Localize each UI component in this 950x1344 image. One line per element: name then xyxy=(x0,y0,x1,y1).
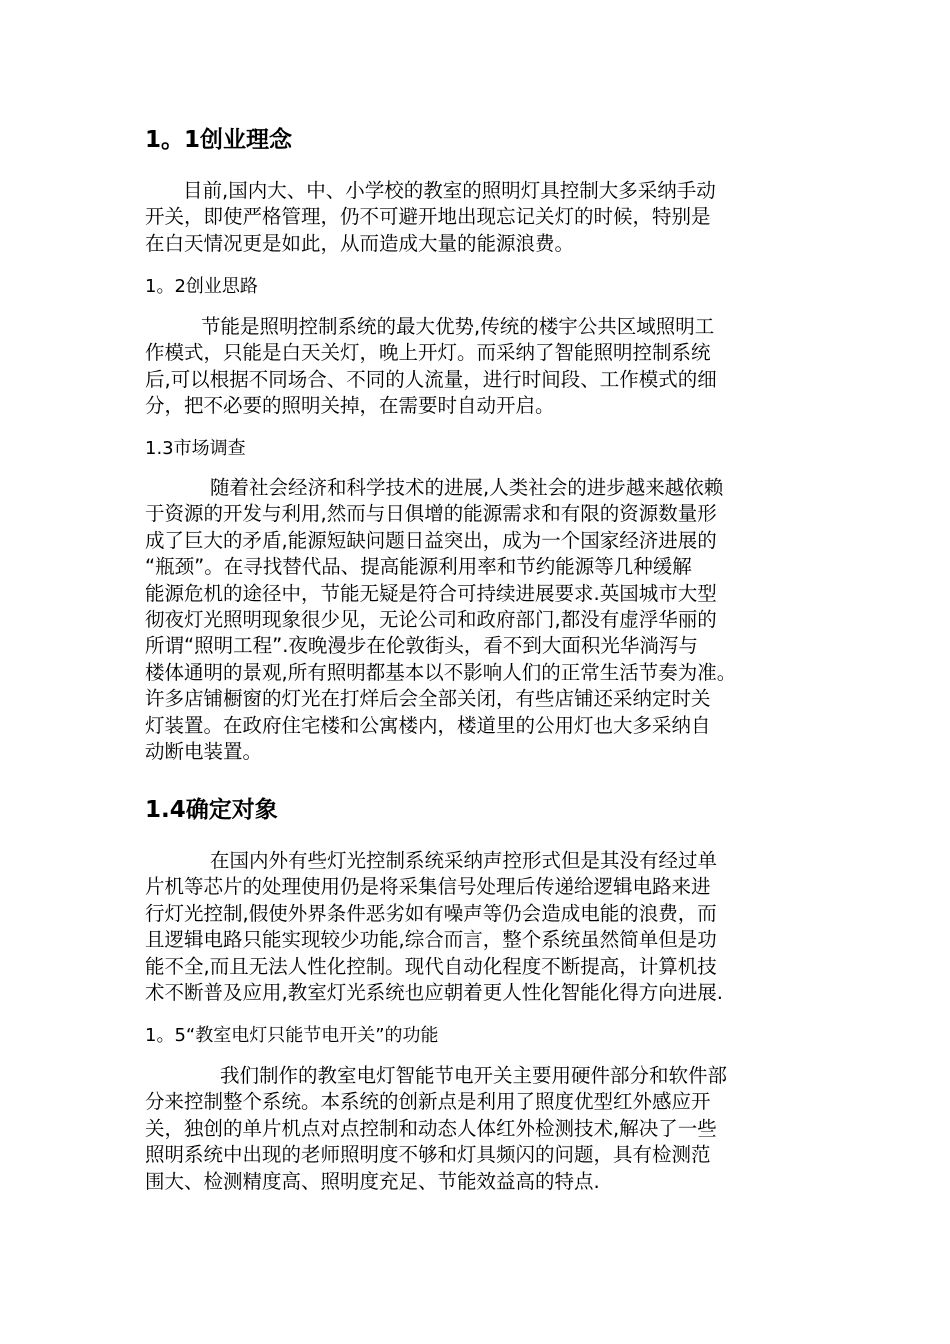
section-paragraph-1-1 xyxy=(145,178,825,257)
paragraph-line: 术不断普及应用,教室灯光系统也应朝着更人性化智能化得方向进展. xyxy=(145,980,723,1004)
paragraph-line: 在国内外有些灯光控制系统采纳声控形式但是其没有经过单 xyxy=(210,849,718,872)
paragraph-line: 于资源的开发与利用,然而与日俱增的能源需求和有限的资源数量形 xyxy=(145,502,717,526)
paragraph-line: 在白天情况更是如此，从而造成大量的能源浪费。 xyxy=(145,231,575,255)
paragraph-line: 作模式，只能是白天关灯，晚上开灯。而采纳了智能照明控制系统 xyxy=(145,341,711,365)
section-heading-1-4: 1.4确定对象 xyxy=(145,797,278,823)
paragraph-line: 分，把不必要的照明关掉，在需要时自动开启。 xyxy=(145,394,555,418)
paragraph-line: 我们制作的教室电灯智能节电开关主要用硬件部分和软件部 xyxy=(220,1064,728,1087)
paragraph-line: 目前,国内大、中、小学校的教室的照明灯具控制大多采纳手动 xyxy=(183,179,716,202)
paragraph-line: 片机等芯片的处理使用仍是将采集信号处理后传递给逻辑电路来进 xyxy=(145,875,711,899)
paragraph-line: 后,可以根据不同场合、不同的人流量，进行时间段、工作模式的细 xyxy=(145,367,717,391)
paragraph-line: 灯装置。在政府住宅楼和公寓楼内，楼道里的公用灯也大多采纳自 xyxy=(145,713,711,737)
paragraph-line: 能源危机的途径中，节能无疑是符合可持续进展要求.英国城市大型 xyxy=(145,581,717,605)
section-paragraph-1-3 xyxy=(145,475,825,765)
paragraph-line: 彻夜灯光照明现象很少见，无论公司和政府部门,都没有虚浮华丽的 xyxy=(145,607,717,631)
paragraph-line: “瓶颈”。在寻找替代品、提高能源利用率和节约能源等几种缓解 xyxy=(145,555,692,579)
paragraph-line: 关，独创的单片机点对点控制和动态人体红外检测技术,解决了一些 xyxy=(145,1116,717,1140)
section-heading-1-2: 1。2创业思路 xyxy=(145,276,258,297)
section-paragraph-1-2 xyxy=(145,314,825,420)
paragraph-line: 开关，即使严格管理，仍不可避开地出现忘记关灯的时候，特别是 xyxy=(145,205,711,229)
paragraph-line: 能不全,而且无法人性化控制。现代自动化程度不断提高，计算机技 xyxy=(145,954,717,978)
paragraph-line: 动断电装置。 xyxy=(145,739,263,763)
section-paragraph-1-4 xyxy=(145,848,825,1006)
paragraph-line: 行灯光控制,假使外界条件恶劣如有噪声等仍会造成电能的浪费，而 xyxy=(145,901,717,925)
paragraph-line: 随着社会经济和科学技术的进展,人类社会的进步越来越依赖 xyxy=(210,476,724,499)
paragraph-line: 照明系统中出现的老师照明度不够和灯具频闪的问题，具有检测范 xyxy=(145,1143,711,1167)
section-heading-1-3: 1.3市场调查 xyxy=(145,438,246,459)
paragraph-line: 所谓“照明工程”.夜晚漫步在伦敦街头，看不到大面积光华淌泻与 xyxy=(145,634,698,658)
paragraph-line: 且逻辑电路只能实现较少功能,综合而言，整个系统虽然简单但是功 xyxy=(145,928,717,952)
section-heading-1-1: 1。1创业理念 xyxy=(145,127,293,153)
section-paragraph-1-5 xyxy=(145,1063,825,1195)
paragraph-line: 分来控制整个系统。本系统的创新点是利用了照度优型红外感应开 xyxy=(145,1090,711,1114)
paragraph-line: 许多店铺橱窗的灯光在打烊后会全部关闭，有些店铺还采纳定时关 xyxy=(145,687,711,711)
paragraph-line: 楼体通明的景观,所有照明都基本以不影响人们的正常生活节奏为准。 xyxy=(145,660,737,684)
paragraph-line: 节能是照明控制系统的最大优势,传统的楼宇公共区域照明工 xyxy=(201,315,715,338)
paragraph-line: 成了巨大的矛盾,能源短缺问题日益突出，成为一个国家经济进展的 xyxy=(145,528,717,552)
paragraph-line: 围大、检测精度高、照明度充足、节能效益高的特点. xyxy=(145,1169,600,1193)
section-heading-1-5: 1。5“教室电灯只能节电开关”的功能 xyxy=(145,1025,439,1046)
